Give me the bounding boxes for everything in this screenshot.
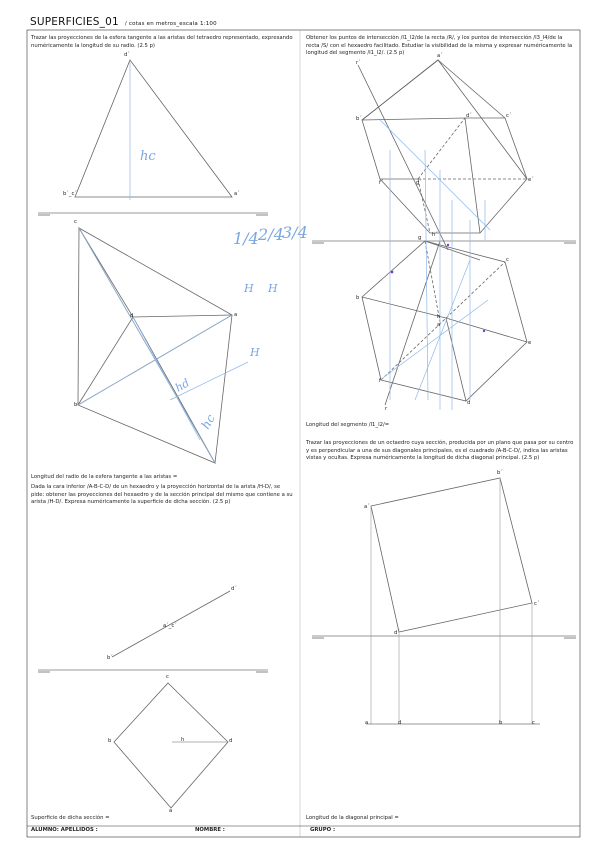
ex4-square-elevation [371,478,532,632]
ex1-result-label: Longitud del radio de la esfera tangente a las aristas = [31,474,178,480]
ex3-statement: Obtener los puntos de intersección /I1_I2/de la recta /R/, y los puntos de intersección /I3_I4/de la recta /S/ con el hexaedro facilitado. Estudiar la visibilidad de la misma y expresar numéricamente la longitud del segmento /I1_I2/. (2.5 p) [306,35,573,57]
point-label: d´ [394,630,400,636]
point-label: a [365,720,369,726]
point-label: d´ [231,586,237,592]
hw-H-a: H [244,282,254,295]
sheet-frame [27,30,580,837]
point-label: d [229,738,233,744]
hw-hc-2: hc [198,411,218,432]
hw-H: H [250,346,260,359]
ex3-cube-elevation [362,60,527,233]
point-label: h [437,314,441,320]
point-label: d´ [466,113,472,119]
point-label: c [74,219,77,225]
point-label: a´ [437,53,443,59]
ex2-drawing [38,591,268,808]
point-label: d´ [124,52,130,58]
point-label: b´ [497,470,503,476]
point-label: b´ [356,116,362,122]
ex2-result-label: Superficie de dicha sección = [31,815,110,821]
point-label: c´ [506,113,512,119]
hw-hc-1: hc [140,149,156,164]
title-text: SUPERFICIES_01 [30,16,119,28]
point-label: h [181,737,185,743]
hw-frac-2: 2/4 [258,225,284,244]
point-label: g´ [416,180,422,186]
point-label: b [74,402,78,408]
point-label: a´ [364,504,370,510]
hw-hd: hd [173,376,192,395]
ex1-tetra-elevation [75,60,232,197]
ex1-statement: Trazar las proyecciones de la esfera tangente a las aristas del tetraedro representado, expresando numéricamente la longitud de su radio. (2.5 p) [31,35,293,49]
point-label: c´ [534,601,540,607]
footer-grupo: GRUPO : [310,827,336,833]
ex4-result-label: Longitud de la diagonal principal = [306,815,399,821]
point-label: c [506,257,509,263]
hw-H-b: H [268,282,278,295]
point-label: e [528,340,532,346]
point-label: r [385,406,388,412]
point-label: g [418,235,422,241]
point-label: b [108,738,112,744]
point-label: f [379,378,381,384]
point-label: c [532,720,535,726]
footer-alumno: ALUMNO: APELLIDOS : [31,827,98,833]
point-label: a´_c´ [163,623,177,629]
point-label: d [130,313,134,319]
point-label: d [398,720,402,726]
point-label: h´ [432,232,438,238]
point-label: b [499,720,503,726]
point-label: d [467,400,471,406]
point-label: c [166,674,169,680]
ex4-statement: Trazar las proyecciones de un octaedro cuya sección, producida por un plano que pasa por su centro y es perpendicular a una de sus diagonales principales, es el cuadrado /A-B-C-D/, indica las aristas vistas y ocultas. Expresa numéricamente la longitud de dicha diagonal principal. (2.5 p) [306,440,574,462]
point-label: b´ [107,655,113,661]
point-label: r´ [356,60,361,66]
ex1-drawing [38,60,268,463]
footer-nombre: NOMBRE : [195,827,225,833]
point-label: e´ [528,177,534,183]
point-label: b [356,295,360,301]
point-label: a [437,322,441,328]
point-label: a [234,312,238,318]
ex3-result-label: Longitud del segmento /I1_I2/= [306,422,390,428]
hw-frac-1: 1/4 [233,229,259,248]
ex2-square-plan [114,683,228,808]
point-label: b´_c´ [63,191,77,197]
point-label: a´ [234,191,240,197]
point-label: f´ [379,180,384,186]
ex2-statement: Dada la cara inferior /A-B-C-D/ de un hexaedro y la proyección horizontal de la arista /H-D/, se pide: obtener las proyecciones del hexaedro y de la sección principal del mismo que contiene a su arista /H-D/. Expresa numéricamente la superficie de dicha sección. (2.5 p) [31,484,293,506]
hw-frac-3: 3/4 [282,223,308,242]
title-subtitle: / cotas en metros_escala 1:100 [124,21,217,27]
point-label: a [169,808,173,814]
ex3-drawing [312,60,576,410]
